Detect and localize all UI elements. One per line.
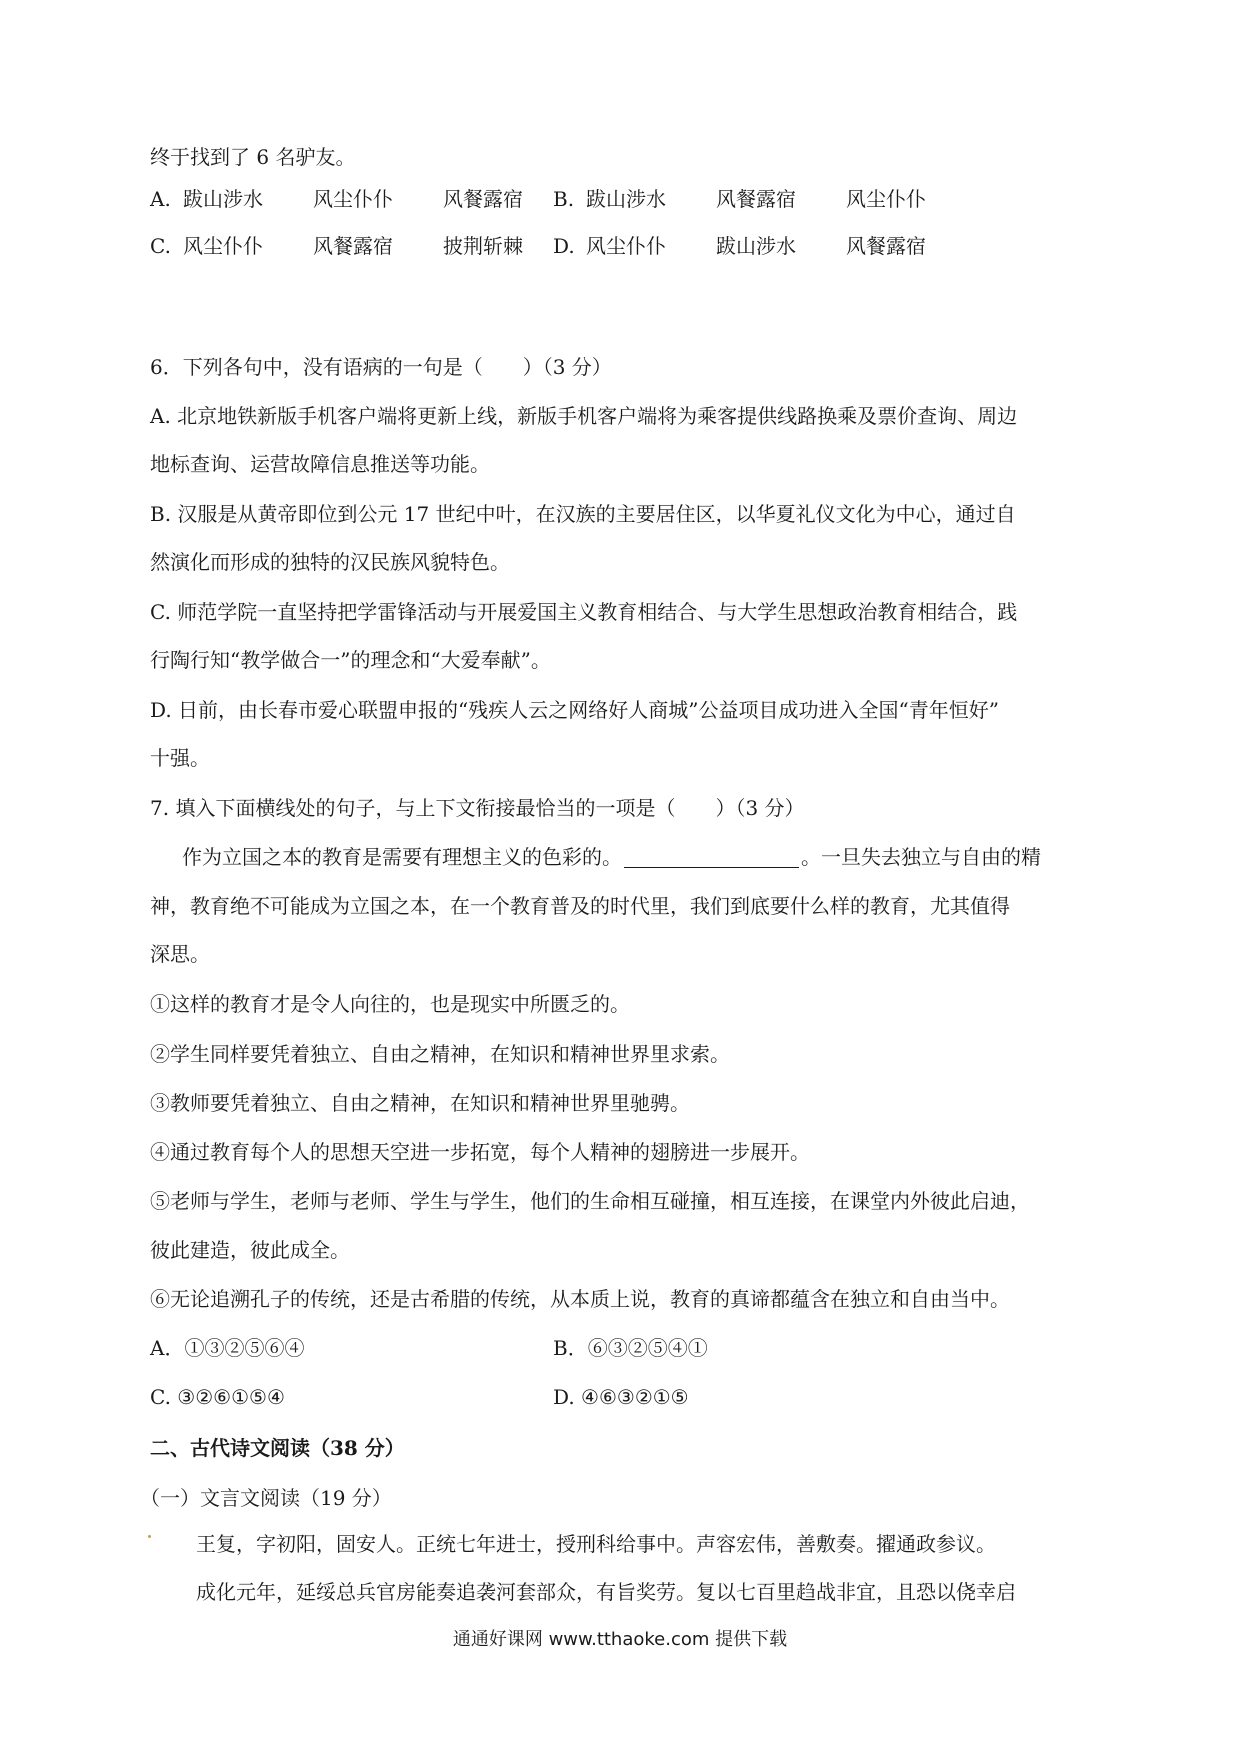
q7-option-c: C. ③②⑥①⑤④ xyxy=(150,1385,285,1409)
q5-option-b-word2: 风餐露宿 xyxy=(716,187,796,211)
q7-passage-line1 xyxy=(182,843,1041,871)
q5-option-c-word1: 风尘仆仆 xyxy=(183,234,263,258)
q7-option-d: D. ④⑥③②①⑤ xyxy=(553,1385,689,1409)
q5-option-d-word1: 风尘仆仆 xyxy=(586,234,666,258)
q7-passage-line2: 神，教育绝不可能成为立国之本，在一个教育普及的时代里，我们到底要什么样的教育，尤其值得 xyxy=(150,894,1010,918)
q7-passage-line3: 深思。 xyxy=(150,942,210,966)
q5-option-c-word2: 风餐露宿 xyxy=(313,234,393,258)
q5-option-d-word2: 跋山涉水 xyxy=(716,234,796,258)
q7-passage-after-blank: 。一旦失去独立与自由的精 xyxy=(801,845,1041,869)
q5-option-d-label: D. xyxy=(553,234,575,258)
q5-option-a-word2: 风尘仆仆 xyxy=(313,187,393,211)
q6-option-d-line2: 十强。 xyxy=(150,746,210,770)
q5-option-b-word3: 风尘仆仆 xyxy=(846,187,926,211)
q5-option-b-label: B. xyxy=(553,187,575,211)
q5-tail: 终于找到了 6 名驴友。 xyxy=(150,145,356,169)
section-2-title: 二、古代诗文阅读（38 分） xyxy=(150,1436,405,1460)
scan-mark xyxy=(148,1535,151,1538)
classical-text-line1: 王复，字初阳，固安人。正统七年进士，授刑科给事中。声容宏伟，善敷奏。擢通政参议。 xyxy=(196,1532,996,1556)
q6-option-b-line2: 然演化而形成的独特的汉民族风貌特色。 xyxy=(150,550,510,574)
q7-sentence-1: ①这样的教育才是令人向往的，也是现实中所匮乏的。 xyxy=(150,992,630,1016)
q7-sentence-2: ②学生同样要凭着独立、自由之精神，在知识和精神世界里求索。 xyxy=(150,1042,730,1066)
q5-option-a-word3: 风餐露宿 xyxy=(443,187,523,211)
q5-option-a-label: A. xyxy=(150,187,171,211)
q6-option-c-line1: C. 师范学院一直坚持把学雷锋活动与开展爱国主义教育相结合、与大学生思想政治教育相结合，践 xyxy=(150,600,1018,624)
q5-option-d-word3: 风餐露宿 xyxy=(846,234,926,258)
q5-option-c-word3: 披荆斩棘 xyxy=(443,234,523,258)
q6-option-a-line2: 地标查询、运营故障信息推送等功能。 xyxy=(150,452,490,476)
q7-option-a: A．①③②⑤⑥④ xyxy=(150,1336,305,1360)
q6-option-b-line1: B. 汉服是从黄帝即位到公元 17 世纪中叶，在汉族的主要居住区，以华夏礼仪文化为中心，通过自 xyxy=(150,502,1016,526)
q7-sentence-4: ④通过教育每个人的思想天空进一步拓宽，每个人精神的翅膀进一步展开。 xyxy=(150,1140,810,1164)
section-2-subtitle: （一）文言文阅读（19 分） xyxy=(140,1486,392,1510)
q6-option-a-line1: A. 北京地铁新版手机客户端将更新上线，新版手机客户端将为乘客提供线路换乘及票价查询、周边 xyxy=(150,404,1018,428)
q7-sentence-6: ⑥无论追溯孔子的传统，还是古希腊的传统，从本质上说，教育的真谛都蕴含在独立和自由当中。 xyxy=(150,1287,1010,1311)
q7-stem: 7. 填入下面横线处的句子，与上下文衔接最恰当的一项是（ ）（3 分） xyxy=(150,796,805,820)
q5-option-c-label: C. xyxy=(150,234,171,258)
q7-answer-blank xyxy=(624,845,799,868)
classical-text-line2: 成化元年，延绥总兵官房能奏追袭河套部众，有旨奖劳。复以七百里趋战非宜，且恐以侥幸启 xyxy=(196,1580,1016,1604)
q7-passage-before-blank: 作为立国之本的教育是需要有理想主义的色彩的。 xyxy=(182,845,622,869)
q7-sentence-3: ③教师要凭着独立、自由之精神，在知识和精神世界里驰骋。 xyxy=(150,1091,690,1115)
q7-option-b: B．⑥③②⑤④① xyxy=(553,1336,708,1360)
page-footer: 通通好课网 www.tthaoke.com 提供下载 xyxy=(452,1629,788,1650)
q6-option-c-line2: 行陶行知“教学做合一”的理念和“大爱奉献”。 xyxy=(150,648,551,672)
q5-option-b-word1: 跋山涉水 xyxy=(586,187,666,211)
q7-sentence-5-line1: ⑤老师与学生，老师与老师、学生与学生，他们的生命相互碰撞，相互连接，在课堂内外彼此启迪， xyxy=(150,1189,1030,1213)
q5-option-a-word1: 跋山涉水 xyxy=(183,187,263,211)
q6-option-d-line1: D. 日前，由长春市爱心联盟申报的“残疾人云之网络好人商城”公益项目成功进入全国“青年恒好” xyxy=(150,698,999,722)
q7-sentence-5-line2: 彼此建造，彼此成全。 xyxy=(150,1238,350,1262)
q6-stem: 6．下列各句中，没有语病的一句是（ ）（3 分） xyxy=(150,355,612,379)
